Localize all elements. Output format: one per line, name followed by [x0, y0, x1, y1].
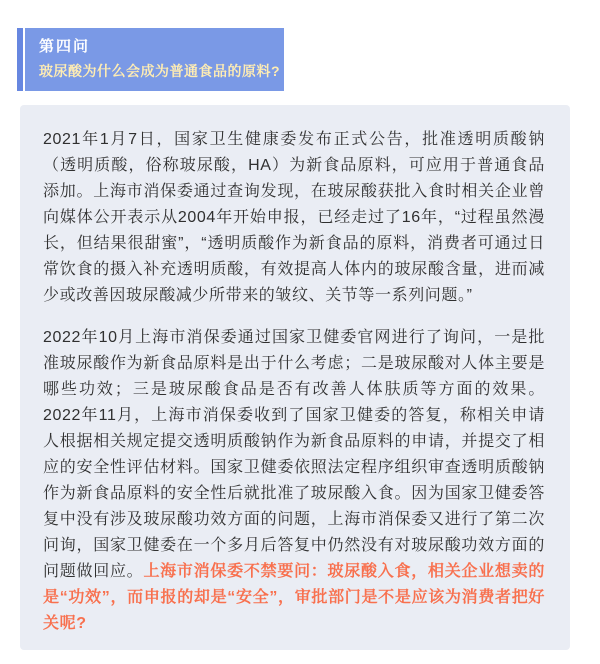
question-title: 玻尿酸为什么会成为普通食品的原料? — [39, 63, 281, 79]
article-highlighted-question: 上海市消保委不禁要问：玻尿酸入食，相关企业想卖的是“功效”，而申报的却是“安全”，审批部门是不是应该为消费者把好关呢? — [43, 563, 545, 632]
article-paragraph-1: 2021年1月7日，国家卫生健康委发布正式公告，批准透明质酸钠（透明质酸，俗称玻尿酸，HA）为新食品原料，可应用于普通食品添加。上海市消保委通过查询发现，在玻尿酸获批入食时相关企业曾向媒体公开表示从2004年开始申报，已经走过了16年，“过程虽然漫长，但结果很甜蜜”，“透明质酸作为新食品的原料，消费者可通过日常饮食的摄入补充透明质酸，有效提高人体内的玻尿酸含量，进而减少或改善因玻尿酸减少所带来的皱纹、关节等一系列问题。” — [43, 131, 545, 304]
accent-bar — [17, 28, 23, 91]
article-panel — [20, 105, 570, 650]
article-paragraph-2 — [43, 325, 545, 637]
question-header — [17, 28, 284, 91]
question-number-label: 第四问 — [39, 38, 91, 55]
question-badge — [25, 28, 284, 91]
article-paragraph-2-body: 2022年10月上海市消保委通过国家卫健委官网进行了询问，一是批准玻尿酸作为新食品原料是出于什么考虑；二是玻尿酸对人体主要是哪些功效；三是玻尿酸食品是否有改善人体肤质等方面的效果。2022年11月，上海市消保委收到了国家卫健委的答复，称相关申请人根据相关规定提交透明质酸钠作为新食品原料的申请，并提交了相应的安全性评估材料。国家卫健委依照法定程序组织审查透明质酸钠作为新食品原料的安全性后就批准了玻尿酸入食。因为国家卫健委答复中没有涉及玻尿酸功效方面的问题，上海市消保委又进行了第二次问询，国家卫健委在一个多月后答复中仍然没有对玻尿酸功效方面的问题做回应。 — [43, 329, 545, 580]
